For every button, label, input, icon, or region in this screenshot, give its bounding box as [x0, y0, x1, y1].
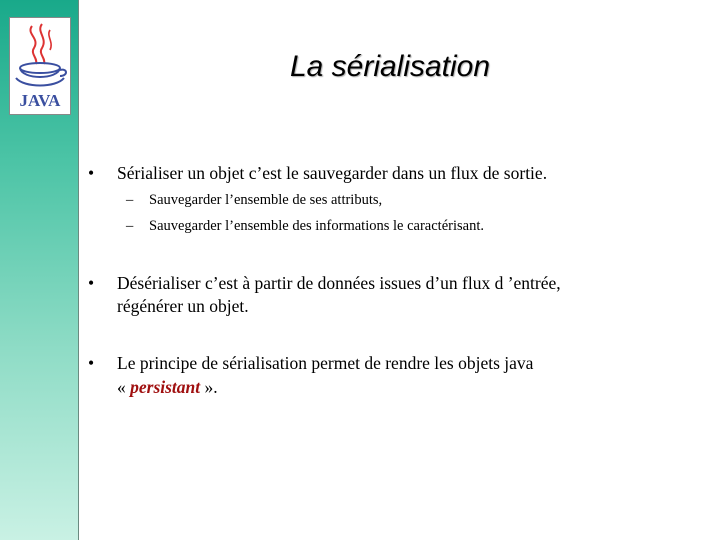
bullet-text-line-1: Le principe de sérialisation permet de rendre les objets java [117, 353, 534, 373]
sub-bullet-marker: – [126, 218, 134, 234]
bullet-text-line-1: Désérialiser c’est à partir de données issues d’un flux d ’entrée, [117, 273, 561, 293]
java-logo [9, 17, 71, 115]
bullet-marker: • [88, 273, 95, 293]
sub-bullet-text: Sauvegarder l’ensemble de ses attributs, [149, 192, 383, 208]
bullet-text: Sérialiser un objet c’est le sauvegarder dans un flux de sortie. [117, 163, 548, 183]
emphasis-persistant: persistant [130, 377, 201, 397]
slide-title: La sérialisation [289, 50, 491, 83]
sidebar [0, 0, 79, 540]
guillemet-close: ». [200, 377, 218, 397]
java-wordmark: JAVA [19, 91, 61, 110]
bullet-marker: • [88, 163, 95, 183]
bullet-text-line-2 [117, 376, 218, 399]
sub-bullet-text: Sauvegarder l’ensemble des informations le caractérisant. [149, 218, 484, 234]
bullet-text-line-2: régénérer un objet. [117, 296, 249, 316]
guillemet-open: « [117, 377, 131, 397]
java-coffee-cup-icon [10, 18, 70, 114]
bullet-marker: • [88, 353, 95, 373]
sub-bullet-marker: – [126, 192, 134, 208]
